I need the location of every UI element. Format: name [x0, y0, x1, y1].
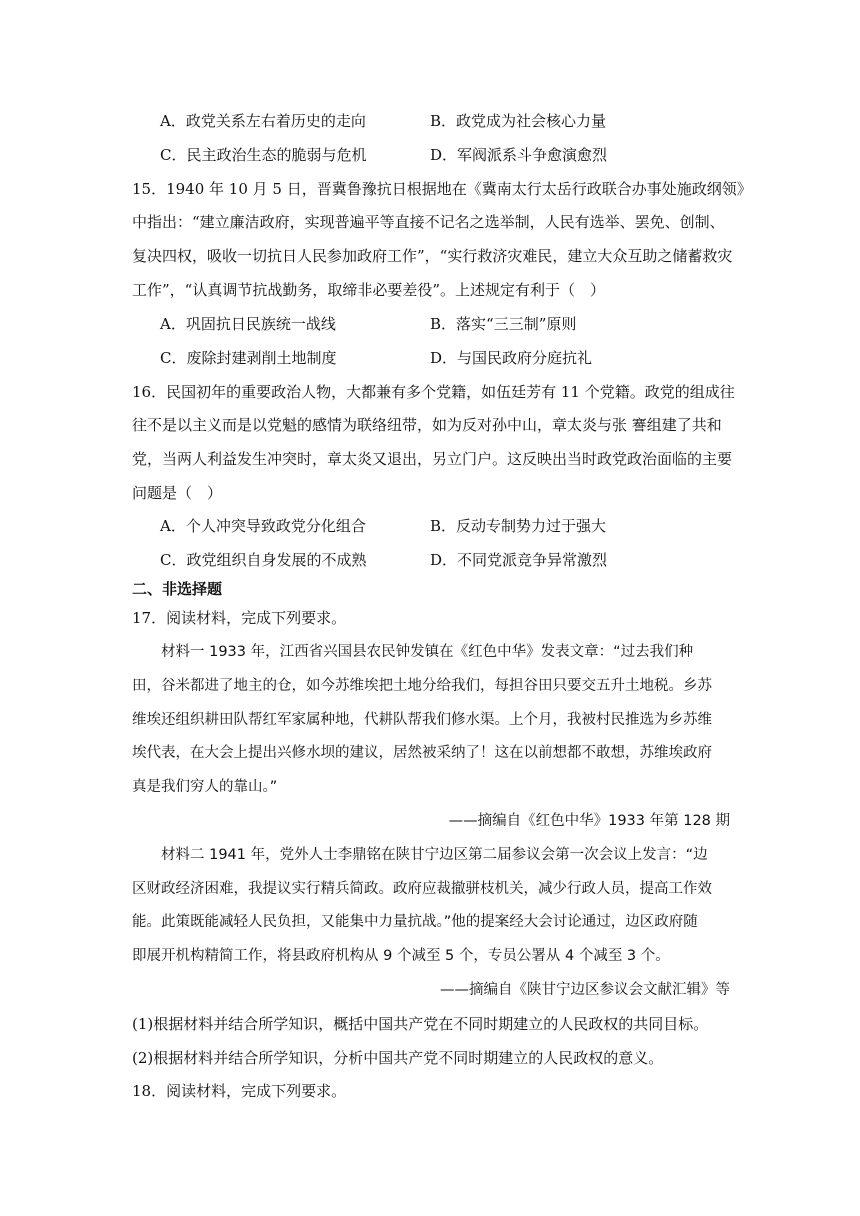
q16-option-a[interactable]: A．个人冲突导致政党分化组合: [160, 517, 366, 535]
q15-stem-line: 复决四权，吸收一切抗日人民参加政府工作”，“实行救济灾难民，建立大众互助之储蓄救灾: [132, 247, 733, 265]
q16-option-d[interactable]: D．不同党派竞争异常激烈: [430, 551, 608, 569]
q17-material1-line: 维埃还组织耕田队帮红军家属种地，代耕队帮我们修水渠。上个月，我被村民推选为乡苏维: [132, 712, 712, 728]
q15-stem-line: 工作”，“认真调节抗战勤务，取缔非必要差役”。上述规定有利于（ ）: [132, 281, 606, 299]
q16-stem-line: 问题是（ ）: [132, 484, 223, 502]
q17-source2: ——摘编自《陕甘宁边区参议会文献汇辑》等: [440, 982, 730, 998]
q16-stem-line: 16．民国初年的重要政治人物，大都兼有多个党籍，如伍廷芳有 11 个党籍。政党的组成往: [132, 383, 735, 401]
q15-option-d[interactable]: D．与国民政府分庭抗礼: [430, 349, 593, 367]
q15-option-c[interactable]: C．废除封建剥削土地制度: [160, 349, 337, 367]
q17-sub2: (2)根据材料并结合所学知识，分析中国共产党不同时期建立的人民政权的意义。: [132, 1049, 664, 1067]
q17-material2-line: 材料二 1941 年，党外人士李鼎铭在陕甘宁边区第二届参议会第一次会议上发言：“边: [132, 847, 708, 863]
q16-option-b[interactable]: B．反动专制势力过于强大: [430, 517, 607, 535]
section-heading: 二、非选择题: [132, 580, 223, 598]
q14-option-b[interactable]: B．政党成为社会核心力量: [430, 112, 607, 130]
q14-option-c[interactable]: C．民主政治生态的脆弱与危机: [160, 146, 367, 164]
q15-option-a[interactable]: A．巩固抗日民族统一战线: [160, 315, 336, 333]
q17-material2-line: 能。此策既能减轻人民负担，又能集中力量抗战。”他的提案经大会讨论通过，边区政府随: [132, 914, 698, 930]
q16-stem-line: 党，当两人利益发生冲突时，章太炎又退出，另立门户。这反映出当时政党政治面临的主要: [132, 450, 733, 468]
q17-source1: ——摘编自《红色中华》1933 年第 128 期: [448, 813, 730, 829]
q14-option-a[interactable]: A．政党关系左右着历史的走向: [160, 112, 366, 130]
q18-stem: 18．阅读材料，完成下列要求。: [132, 1082, 347, 1100]
q15-stem-line: 15．1940 年 10 月 5 日，晋冀鲁豫抗日根据地在《冀南太行太岳行政联合办事处施政纲领》: [132, 180, 752, 198]
q17-material2-line: 区财政经济困难，我提议实行精兵简政。政府应裁撤骈枝机关，减少行政人员，提高工作效: [132, 881, 712, 897]
q17-material1-line: 真是我们穷人的靠山。”: [132, 779, 278, 795]
q16-stem-line: 往不是以主义而是以党魁的感情为联络纽带，如为反对孙中山，章太炎与张 謇组建了共和: [132, 416, 722, 434]
q14-option-d[interactable]: D．军阀派系斗争愈演愈烈: [430, 146, 608, 164]
q17-material1-line: 埃代表，在大会上提出兴修水坝的建议，居然被采纳了！这在以前想都不敢想，苏维埃政府: [132, 745, 712, 761]
q17-sub1: (1)根据材料并结合所学知识，概括中国共产党在不同时期建立的人民政权的共同目标。: [132, 1015, 709, 1033]
q15-option-b[interactable]: B．落实“三三制”原则: [430, 315, 577, 333]
q17-stem: 17．阅读材料，完成下列要求。: [132, 609, 347, 627]
q16-option-c[interactable]: C．政党组织自身发展的不成熟: [160, 551, 367, 569]
q15-stem-line: 中指出：“建立廉洁政府，实现普遍平等直接不记名之选举制，人民有选举、罢免、创制、: [132, 213, 725, 231]
q17-material1-line: 材料一 1933 年，江西省兴国县农民钟发镇在《红色中华》发表文章：“过去我们种: [132, 644, 694, 660]
q17-material1-line: 田，谷米都进了地主的仓，如今苏维埃把土地分给我们，每担谷田只要交五升土地税。乡苏: [132, 678, 712, 694]
q17-material2-line: 即展开机构精简工作，将县政府机构从 9 个减至 5 个，专员公署从 4 个减至 3 个。: [132, 948, 670, 964]
